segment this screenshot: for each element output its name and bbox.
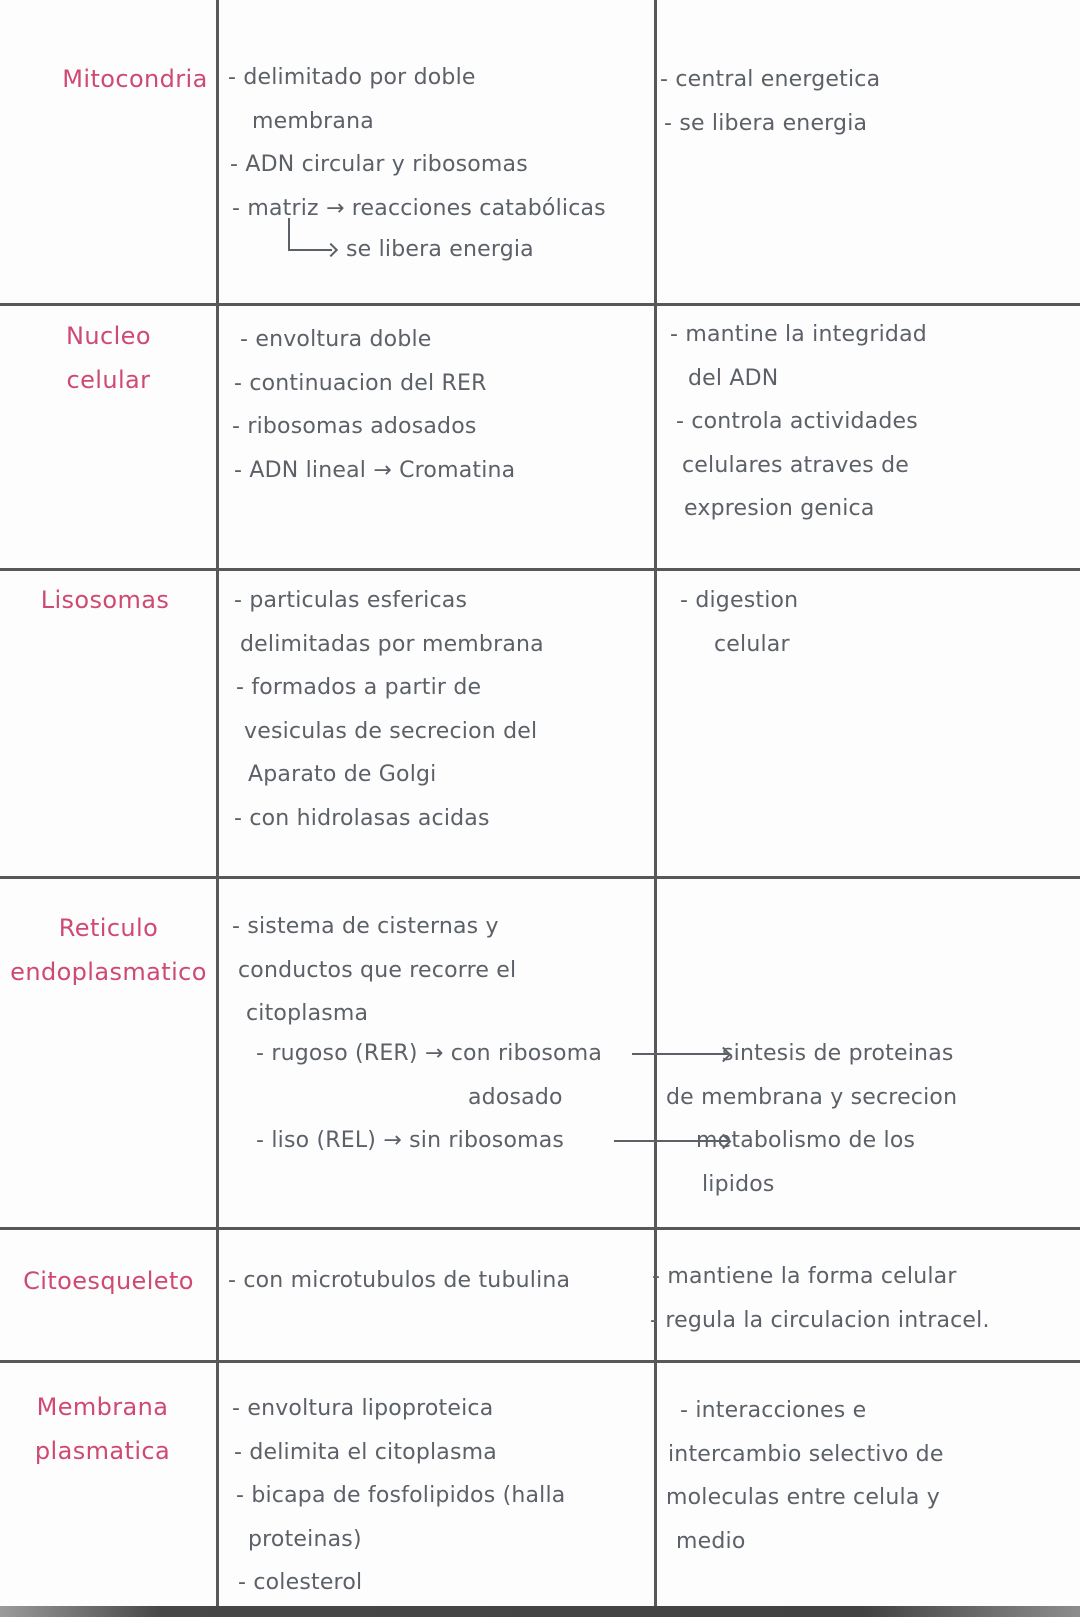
note-line: membrana [252, 108, 374, 134]
organelle-label [55, 57, 215, 101]
organelle-name: Citoesqueleto [23, 1267, 194, 1295]
note-line: - sistema de cisternas y [232, 914, 499, 939]
functions-cell [662, 1389, 944, 1563]
column-divider-2 [654, 0, 657, 1606]
note-line: de membrana y secrecion [666, 1084, 958, 1110]
note-line: - interacciones e [680, 1398, 867, 1423]
note-line: - ADN circular y ribosomas [230, 152, 528, 177]
organelle-label [0, 1259, 217, 1303]
note-line: intercambio selectivo de [668, 1441, 944, 1467]
functions-cell [670, 313, 927, 531]
note-line: - bicapa de fosfolipidos (halla [236, 1483, 566, 1508]
organelle-label [0, 578, 210, 622]
note-line: citoplasma [246, 1001, 369, 1026]
organelle-name: endoplasmatico [10, 958, 207, 986]
note-line: - digestion [680, 588, 799, 613]
row-divider-2 [0, 568, 1080, 571]
note-line: - delimita el citoplasma [234, 1439, 497, 1465]
note-line: sintesis de proteinas [722, 1041, 954, 1066]
note-line: medio [676, 1528, 746, 1554]
note-line: - matriz → reacciones catabólicas [232, 195, 606, 221]
note-line: conductos que recorre el [238, 957, 517, 983]
note-line: proteinas) [248, 1526, 362, 1552]
characteristics-subcell [256, 1032, 602, 1163]
characteristics-cell [232, 318, 515, 492]
note-line: celular [714, 631, 790, 657]
organelle-label [0, 1385, 205, 1473]
note-line: lipidos [702, 1171, 775, 1197]
note-line: expresion genica [684, 496, 875, 521]
note-line: - particulas esfericas [234, 588, 468, 613]
functions-cell [650, 1255, 990, 1342]
note-line: moleculas entre celula y [666, 1485, 940, 1510]
note-line: - ADN lineal → Cromatina [234, 457, 516, 483]
column-divider-1 [216, 0, 219, 1606]
note-line: se libera energia [346, 237, 534, 262]
organelle-name: Reticulo [58, 914, 159, 942]
characteristics-cell [232, 1387, 566, 1605]
note-line: - controla actividades [676, 409, 918, 434]
functions-cell [660, 1032, 957, 1206]
note-line: del ADN [688, 365, 779, 391]
note-line: Aparato de Golgi [248, 762, 437, 787]
note-line: - delimitado por doble [228, 65, 476, 90]
note-line: - regula la circulacion intracel. [650, 1307, 990, 1333]
characteristics-cell [228, 56, 606, 230]
note-line: - mantine la integridad [670, 322, 927, 347]
row-divider-4 [0, 1227, 1080, 1230]
organelle-name: Membrana [36, 1393, 169, 1421]
page-bottom-edge [0, 1606, 1080, 1617]
note-line: - liso (REL) → sin ribosomas [256, 1128, 565, 1153]
characteristics-cell [230, 905, 516, 1036]
note-line: - rugoso (RER) → con ribosoma [256, 1041, 603, 1066]
organelle-name: Lisosomas [40, 586, 170, 614]
note-line: - central energetica [660, 67, 881, 92]
row-divider-1 [0, 303, 1080, 306]
note-line: - continuacion del RER [234, 370, 487, 396]
note-line: - ribosomas adosados [232, 414, 477, 439]
organelle-name: Nucleo [66, 322, 151, 350]
organelle-label [0, 906, 217, 994]
note-line: - envoltura doble [240, 327, 432, 352]
note-line: - envoltura lipoproteica [232, 1396, 494, 1421]
note-line: delimitadas por membrana [240, 631, 544, 657]
organelle-label [0, 314, 217, 402]
organelle-name: Mitocondria [62, 65, 208, 93]
note-line: - colesterol [238, 1570, 363, 1595]
note-line: - mantiene la forma celular [652, 1264, 957, 1289]
note-line: adosado [468, 1084, 563, 1110]
note-line: metabolismo de los [696, 1128, 916, 1153]
note-line: - con hidrolasas acidas [234, 805, 490, 831]
note-line: - formados a partir de [236, 675, 482, 700]
note-line-annotation [346, 228, 534, 272]
row-divider-3 [0, 876, 1080, 879]
functions-cell [660, 58, 880, 145]
elbow-arrow [288, 218, 332, 251]
organelle-name: plasmatica [34, 1437, 171, 1465]
note-line: vesiculas de secrecion del [244, 718, 538, 744]
note-line: celulares atraves de [682, 452, 909, 478]
characteristics-cell [230, 579, 544, 840]
characteristics-cell [228, 1259, 570, 1303]
organelle-name: celular [66, 366, 151, 394]
note-line: - con microtubulos de tubulina [228, 1268, 571, 1293]
row-divider-5 [0, 1360, 1080, 1363]
note-line: - se libera energia [664, 110, 868, 136]
functions-cell [680, 579, 798, 666]
